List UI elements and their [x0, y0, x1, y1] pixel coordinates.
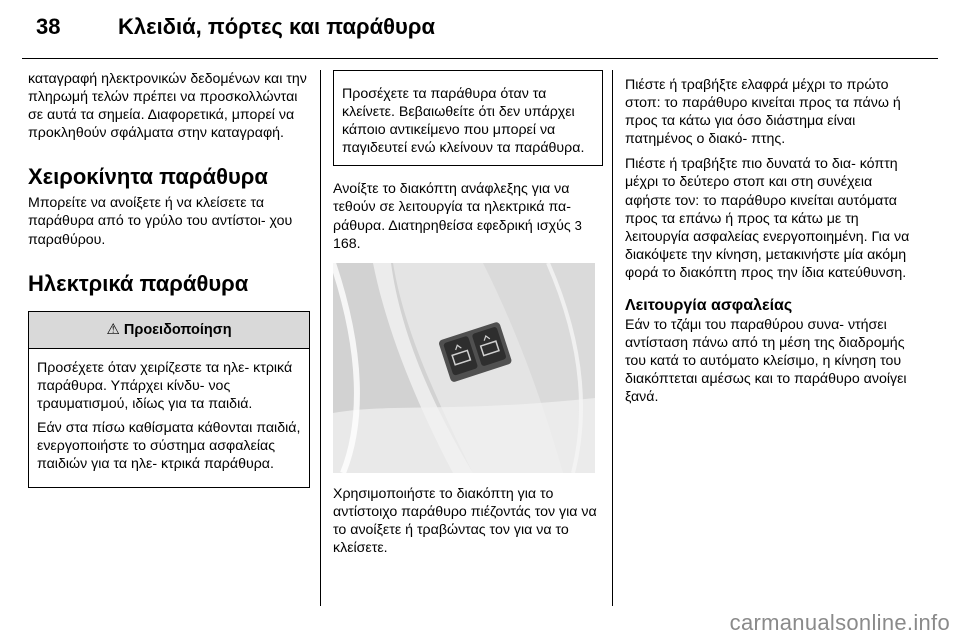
safety-function-heading: Λειτουργία ασφαλείας: [625, 297, 793, 315]
ignition-text: Ανοίξτε το διακόπτη ανάφλεξης για να τεθούν σε λειτουργία τα ηλεκτρικά πα- ράθυρα. Διατηρηθείσα εφεδρική ισχύς: [333, 181, 571, 234]
heading-electric-windows: Ηλεκτρικά παράθυρα: [28, 270, 249, 296]
warning-header: [29, 312, 309, 349]
left-column: [28, 70, 310, 488]
warning-paragraph-1: Προσέχετε όταν χειρίζεστε τα ηλε- κτρικά παράθυρα. Υπάρχει κίνδυ- νος τραυματισμού, ιδίως για τα παιδιά.: [37, 359, 293, 412]
column-divider-right: [612, 70, 613, 606]
warning-title: Προειδοποίηση: [123, 321, 232, 338]
first-stop-paragraph: Πιέστε ή τραβήξτε ελαφρά μέχρι το πρώτο στοπ: το παράθυρο κινείται προς τα πάνω ή προς τα κάτω για όσο διάστημα είναι πατημένος ο διακό- πτης.: [625, 77, 901, 148]
notice-text: Προσέχετε τα παράθυρα όταν τα κλείνετε. Βεβαιωθείτε ότι δεν υπάρχει κάποιο αντικείμενο που μπορεί να παγιδευτεί ενώ κλείνουν τα παράθυρα.: [342, 86, 585, 157]
warning-box: [28, 311, 310, 489]
warning-paragraph-2: Εάν στα πίσω καθίσματα κάθονται παιδιά, ενεργοποιήστε το σύστημα ασφαλείας παιδιών για τα ηλε- κτρικά παράθυρα.: [37, 420, 301, 473]
notice-box: [333, 70, 603, 166]
right-column: [625, 76, 915, 414]
window-switch-photo: [333, 263, 595, 473]
manual-windows-text: Μπορείτε να ανοίξετε ή να κλείσετε τα παράθυρα από το γρύλο του αντίστοι- χου παραθύρου.: [28, 195, 293, 248]
page-ref-number: 168.: [333, 235, 361, 252]
column-divider-left: [320, 70, 321, 606]
intro-paragraph: καταγραφή ηλεκτρονικών δεδομένων και την πληρωμή τελών πρέπει να προσκολλώνται σε αυτά τα σημεία. Διαφορετικά, μπορεί να προκληθούν σφάλματα στην καταγραφή.: [28, 71, 307, 142]
usage-paragraph: Χρησιμοποιήστε το διακόπτη για το αντίστοιχο παράθυρο πιέζοντάς τον για να το ανοίξετε ή τραβώντας τον για να το κλείσετε.: [333, 485, 597, 557]
watermark: carmanualsonline.info: [729, 610, 950, 635]
page-ref-arrow-icon: 3: [574, 217, 582, 233]
page-title: Κλειδιά, πόρτες και παράθυρα: [118, 14, 435, 39]
warning-triangle-icon: ⚠: [106, 320, 120, 338]
ignition-paragraph: [333, 180, 603, 252]
page-number: 38: [36, 14, 61, 39]
second-stop-paragraph: Πιέστε ή τραβήξτε πιο δυνατά το δια- κόπτη μέχρι το δεύτερο στοπ και στη συνέχεια αφήστε τον: το παράθυρο κινείται αυτόματα προς τα επάνω ή προς τα κάτω με τη λειτουργία ασφαλείας ενεργοποιημένη. Για να διακόψετε την κίνηση, μετακινήστε μία ακόμη φορά το διακόπτη προς την ίδια κατεύθυνση.: [625, 156, 910, 281]
heading-manual-windows: Χειροκίνητα παράθυρα: [28, 164, 268, 190]
warning-body: [29, 349, 309, 488]
safety-function-text: Εάν το τζάμι του παραθύρου συνα- ντήσει αντίσταση πάνω από τη μέση της διαδρομής του κατά το αυτόματο κλείσιμο, η κίνηση του διακόπτεται αμέσως και το παράθυρο ανοίγει ξανά.: [625, 317, 907, 406]
middle-column: [333, 70, 603, 564]
header-divider: [22, 58, 938, 59]
window-switch-illustration: [333, 263, 595, 473]
